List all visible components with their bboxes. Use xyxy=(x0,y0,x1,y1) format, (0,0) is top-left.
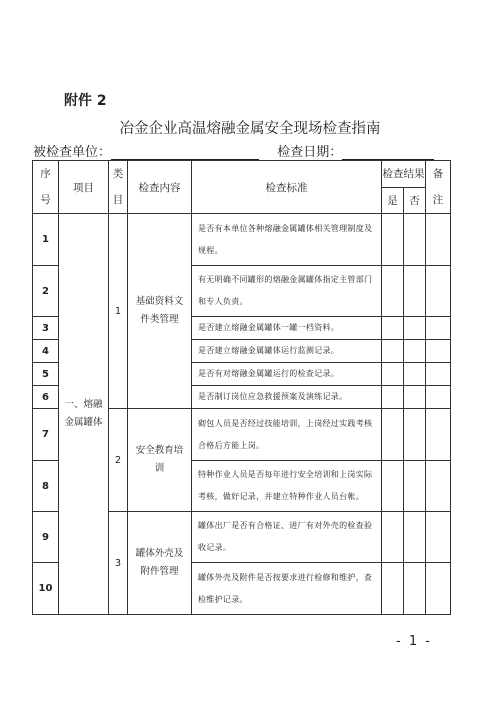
result-no-cell[interactable] xyxy=(404,512,426,563)
group-index: 2 xyxy=(109,409,128,512)
header-seq: 序 号 xyxy=(33,161,59,214)
attachment-label: 附件 2 xyxy=(64,93,107,109)
remark-cell[interactable] xyxy=(426,563,451,615)
inspection-meta xyxy=(33,141,434,160)
result-yes-cell[interactable] xyxy=(382,563,404,615)
document-title: 冶金企业高温熔融金属安全现场检查指南 xyxy=(119,121,381,137)
check-standard: 是否有对熔融金属罐运行的检查记录。 xyxy=(192,363,382,386)
result-no-cell[interactable] xyxy=(404,363,426,386)
row-number: 8 xyxy=(33,461,59,512)
result-no-cell[interactable] xyxy=(404,266,426,317)
remark-cell[interactable] xyxy=(426,512,451,563)
category-cell: 一、熔融金属罐体 xyxy=(59,214,109,615)
remark-cell[interactable] xyxy=(426,409,451,461)
check-standard: 是否有本单位各种熔融金属罐体相关管理制度及规程。 xyxy=(192,214,382,266)
header-remark: 备 注 xyxy=(426,161,451,214)
result-no-cell[interactable] xyxy=(404,409,426,461)
result-yes-cell[interactable] xyxy=(382,340,404,363)
result-yes-cell[interactable] xyxy=(382,461,404,512)
check-standard: 是否制订岗位应急救援预案及演练记录。 xyxy=(192,386,382,409)
result-yes-cell[interactable] xyxy=(382,386,404,409)
inspected-unit-label: 被检查单位： xyxy=(33,145,112,160)
row-number: 1 xyxy=(33,214,59,266)
header-result: 检查结果 xyxy=(382,161,426,188)
row-number: 9 xyxy=(33,512,59,563)
page-number: - 1 - xyxy=(396,634,432,649)
check-standard: 罐体外壳及附件是否按要求进行检修和维护，查检维护记录。 xyxy=(192,563,382,615)
remark-cell[interactable] xyxy=(426,214,451,266)
result-no-cell[interactable] xyxy=(404,461,426,512)
header-type: 类 目 xyxy=(109,161,128,214)
check-standard: 有无明确不同罐形的熔融金属罐体指定主管部门和专人负责。 xyxy=(192,266,382,317)
check-standard: 砌包人员是否经过技能培训，上岗经过实践考核合格后方能上岗。 xyxy=(192,409,382,461)
inspection-date-field[interactable] xyxy=(342,145,434,160)
remark-cell[interactable] xyxy=(426,461,451,512)
result-no-cell[interactable] xyxy=(404,386,426,409)
row-number: 4 xyxy=(33,340,59,363)
header-yes: 是 xyxy=(382,187,404,214)
result-no-cell[interactable] xyxy=(404,563,426,615)
result-no-cell[interactable] xyxy=(404,317,426,340)
remark-cell[interactable] xyxy=(426,340,451,363)
header-no: 否 xyxy=(404,187,426,214)
check-standard: 是否建立熔融金属罐体运行监测记录。 xyxy=(192,340,382,363)
inspection-date-label: 检查日期： xyxy=(277,145,343,160)
remark-cell[interactable] xyxy=(426,363,451,386)
group-content: 罐体外壳及附件管理 xyxy=(128,512,192,615)
group-content: 基础资料文件类管理 xyxy=(128,214,192,409)
check-standard: 是否建立熔融金属罐体一罐一档资料。 xyxy=(192,317,382,340)
row-number: 5 xyxy=(33,363,59,386)
checklist-table xyxy=(32,160,451,615)
row-number: 10 xyxy=(33,563,59,615)
row-number: 2 xyxy=(33,266,59,317)
check-standard: 罐体出厂是否有合格证、进厂有对外壳的检查验收记录。 xyxy=(192,512,382,563)
result-yes-cell[interactable] xyxy=(382,214,404,266)
result-no-cell[interactable] xyxy=(404,214,426,266)
group-content: 安全教育培训 xyxy=(128,409,192,512)
row-number: 7 xyxy=(33,409,59,461)
header-standard: 检查标准 xyxy=(192,161,382,214)
result-yes-cell[interactable] xyxy=(382,512,404,563)
row-number: 3 xyxy=(33,317,59,340)
result-no-cell[interactable] xyxy=(404,340,426,363)
result-yes-cell[interactable] xyxy=(382,317,404,340)
remark-cell[interactable] xyxy=(426,266,451,317)
result-yes-cell[interactable] xyxy=(382,409,404,461)
remark-cell[interactable] xyxy=(426,317,451,340)
group-index: 3 xyxy=(109,512,128,615)
header-item: 项目 xyxy=(59,161,109,214)
result-yes-cell[interactable] xyxy=(382,363,404,386)
check-standard: 特种作业人员是否每年进行安全培训和上岗实际考核，做好记录，并建立特种作业人员台帐。 xyxy=(192,461,382,512)
header-content: 检查内容 xyxy=(128,161,192,214)
row-number: 6 xyxy=(33,386,59,409)
remark-cell[interactable] xyxy=(426,386,451,409)
result-yes-cell[interactable] xyxy=(382,266,404,317)
inspected-unit-field[interactable] xyxy=(111,145,259,160)
group-index: 1 xyxy=(109,214,128,409)
